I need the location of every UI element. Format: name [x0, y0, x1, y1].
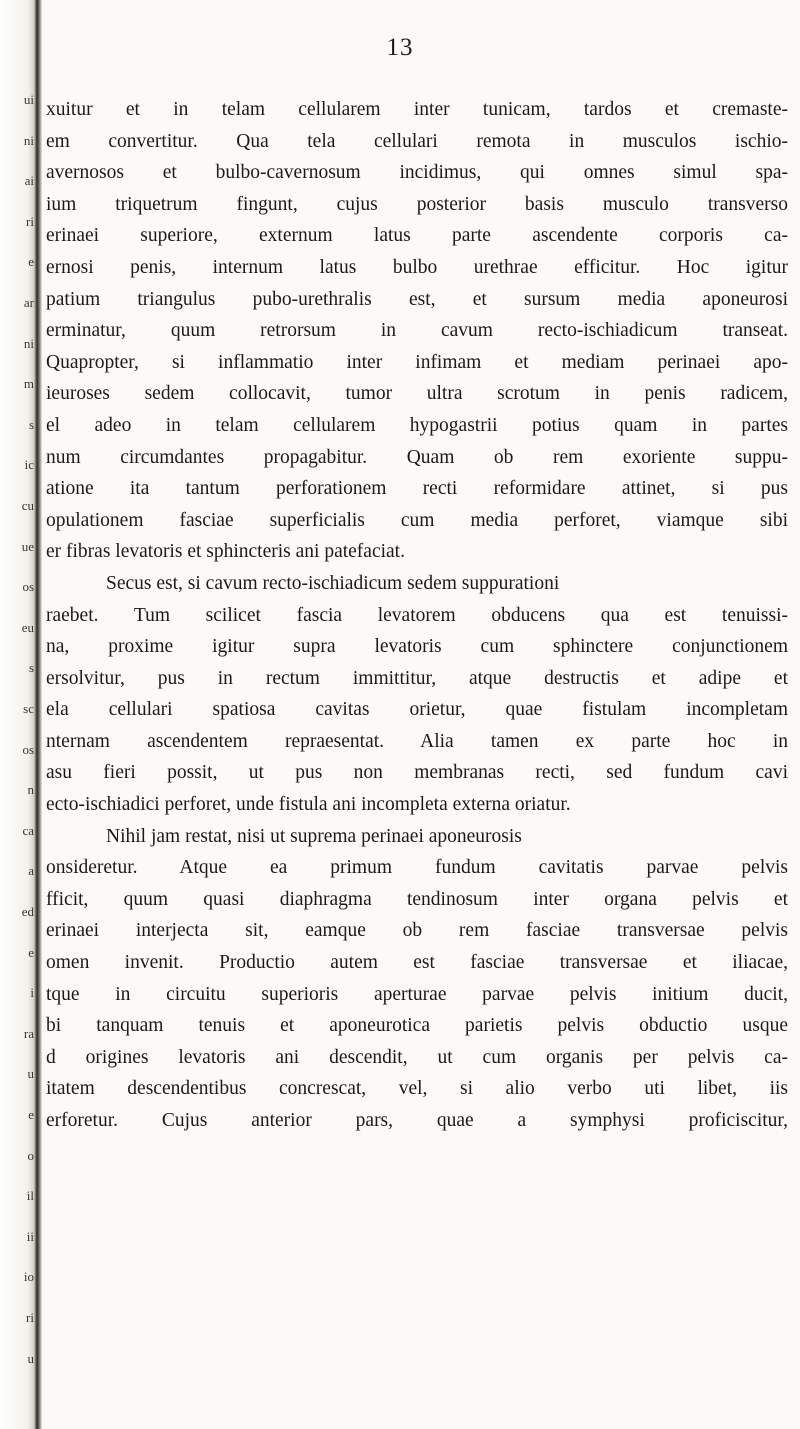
text-line: er fibras levatoris et sphincteris ani patefaciat. [46, 541, 405, 563]
text-line: nternam ascendentem repraesentat. Alia tamen ex parte hoc in [46, 730, 788, 752]
text-line: bi tanquam tenuis et aponeurotica parietis pelvis obductio usque [46, 1015, 788, 1037]
margin-fragment: ar [23, 295, 34, 310]
text-line: num circumdantes propagabitur. Quam ob rem exoriente suppu- [46, 446, 788, 468]
text-line: ium triquetrum fingunt, cujus posterior basis musculo transverso [46, 193, 788, 215]
text-line: tque in circuitu superioris aperturae parvae pelvis initium ducit, [46, 983, 788, 1005]
text-line: omen invenit. Productio autem est fasciae transversae et iliacae, [46, 952, 788, 974]
margin-fragment: ri [26, 1310, 34, 1325]
margin-fragment: a [28, 863, 34, 879]
text-line: ernosi penis, internum latus bulbo urethrae efficitur. Hoc igitur [46, 256, 788, 278]
margin-fragment: ri [26, 213, 34, 229]
margin-fragment: ai [24, 173, 34, 189]
text-line: avernosos et bulbo-cavernosum incidimus, qui omnes simul spa- [46, 162, 788, 184]
margin-fragment: e [28, 1107, 34, 1122]
margin-fragment: os [22, 579, 34, 595]
text-line: d origines levatoris ani descendit, ut cum organis per pelvis ca- [46, 1046, 788, 1068]
text-line: atione ita tantum perforationem recti reformidare attinet, si pus [46, 478, 788, 500]
margin-fragment: i [30, 985, 34, 1001]
margin-fragment: s [28, 416, 34, 432]
text-line: Quapropter, si inflammatio inter infimam et mediam perinaei apo- [46, 351, 788, 373]
margin-fragment: ni [23, 132, 34, 148]
margin-fragment: ue [21, 538, 34, 554]
margin-fragment: n [27, 782, 34, 798]
text-line: ecto-ischiadici perforet, unde fistula ani incompleta externa oriatur. [46, 794, 571, 816]
margin-fragment: ui [23, 92, 34, 107]
text-line: ersolvitur, pus in rectum immittitur, atque destructis et adipe et [46, 667, 788, 689]
margin-fragment: eu [21, 619, 34, 635]
body-text [46, 94, 788, 1137]
margin-fragment: ic [24, 457, 34, 473]
text-line: na, proxime igitur supra levatoris cum sphinctere conjunctionem [46, 636, 788, 658]
margin-fragment: u [27, 1350, 34, 1366]
text-line: el adeo in telam cellularem hypogastrii potius quam in partes [46, 414, 788, 436]
text-line: erinaei interjecta sit, eamque ob rem fasciae transversae pelvis [46, 920, 788, 942]
text-line: erminatur, quum retrorsum in cavum recto-ischiadicum transeat. [46, 320, 788, 342]
margin-fragment: ni [23, 335, 34, 351]
text-line: fficit, quum quasi diaphragma tendinosum inter organa pelvis et [46, 888, 788, 910]
margin-fragment: e [28, 254, 34, 270]
margin-fragment: il [26, 1188, 34, 1204]
margin-fragment: u [27, 1066, 34, 1082]
margin-fragment: ed [21, 904, 34, 919]
margin-fragment: io [23, 1269, 34, 1285]
margin-fragment: os [22, 741, 34, 757]
text-line: patium triangulus pubo-urethralis est, et sursum media aponeurosi [46, 288, 788, 310]
text-line: onsideretur. Atque ea primum fundum cavitatis parvae pelvis [46, 857, 788, 879]
text-line: Nihil jam restat, nisi ut suprema perinaei aponeurosis [106, 825, 522, 847]
margin-fragment: o [27, 1147, 34, 1163]
margin-fragment: ca [22, 822, 34, 838]
text-line: erinaei superiore, externum latus parte ascendente corporis ca- [46, 225, 788, 247]
margin-fragment: m [23, 376, 34, 392]
text-line: asu fieri possit, ut pus non membranas recti, sed fundum cavi [46, 762, 788, 784]
facing-page-margin [0, 92, 34, 1412]
text-line: raebet. Tum scilicet fascia levatorem obducens qua est tenuissi- [46, 604, 788, 626]
margin-fragment: s [28, 660, 34, 676]
text-line: Secus est, si cavum recto-ischiadicum sedem suppurationi [106, 572, 560, 594]
margin-fragment: ii [26, 1228, 34, 1244]
margin-fragment: e [28, 944, 34, 960]
margin-fragment: sc [23, 701, 34, 716]
text-line: xuitur et in telam cellularem inter tunicam, tardos et cremaste- [46, 99, 788, 120]
page-number: 13 [386, 34, 414, 61]
text-line: ela cellulari spatiosa cavitas orietur, quae fistulam incompletam [46, 699, 788, 721]
text-line: ieuroses sedem collocavit, tumor ultra scrotum in penis radicem, [46, 383, 788, 405]
margin-fragment: ra [23, 1025, 34, 1041]
text-line: erforetur. Cujus anterior pars, quae a symphysi proficiscitur, [46, 1110, 788, 1131]
text-line: opulationem fasciae superficialis cum media perforet, viamque sibi [46, 509, 788, 531]
margin-fragment: cu [21, 498, 34, 513]
text-line: itatem descendentibus concrescat, vel, si alio verbo uti libet, iis [46, 1078, 788, 1100]
text-line: em convertitur. Qua tela cellulari remota in musculos ischio- [46, 130, 788, 152]
